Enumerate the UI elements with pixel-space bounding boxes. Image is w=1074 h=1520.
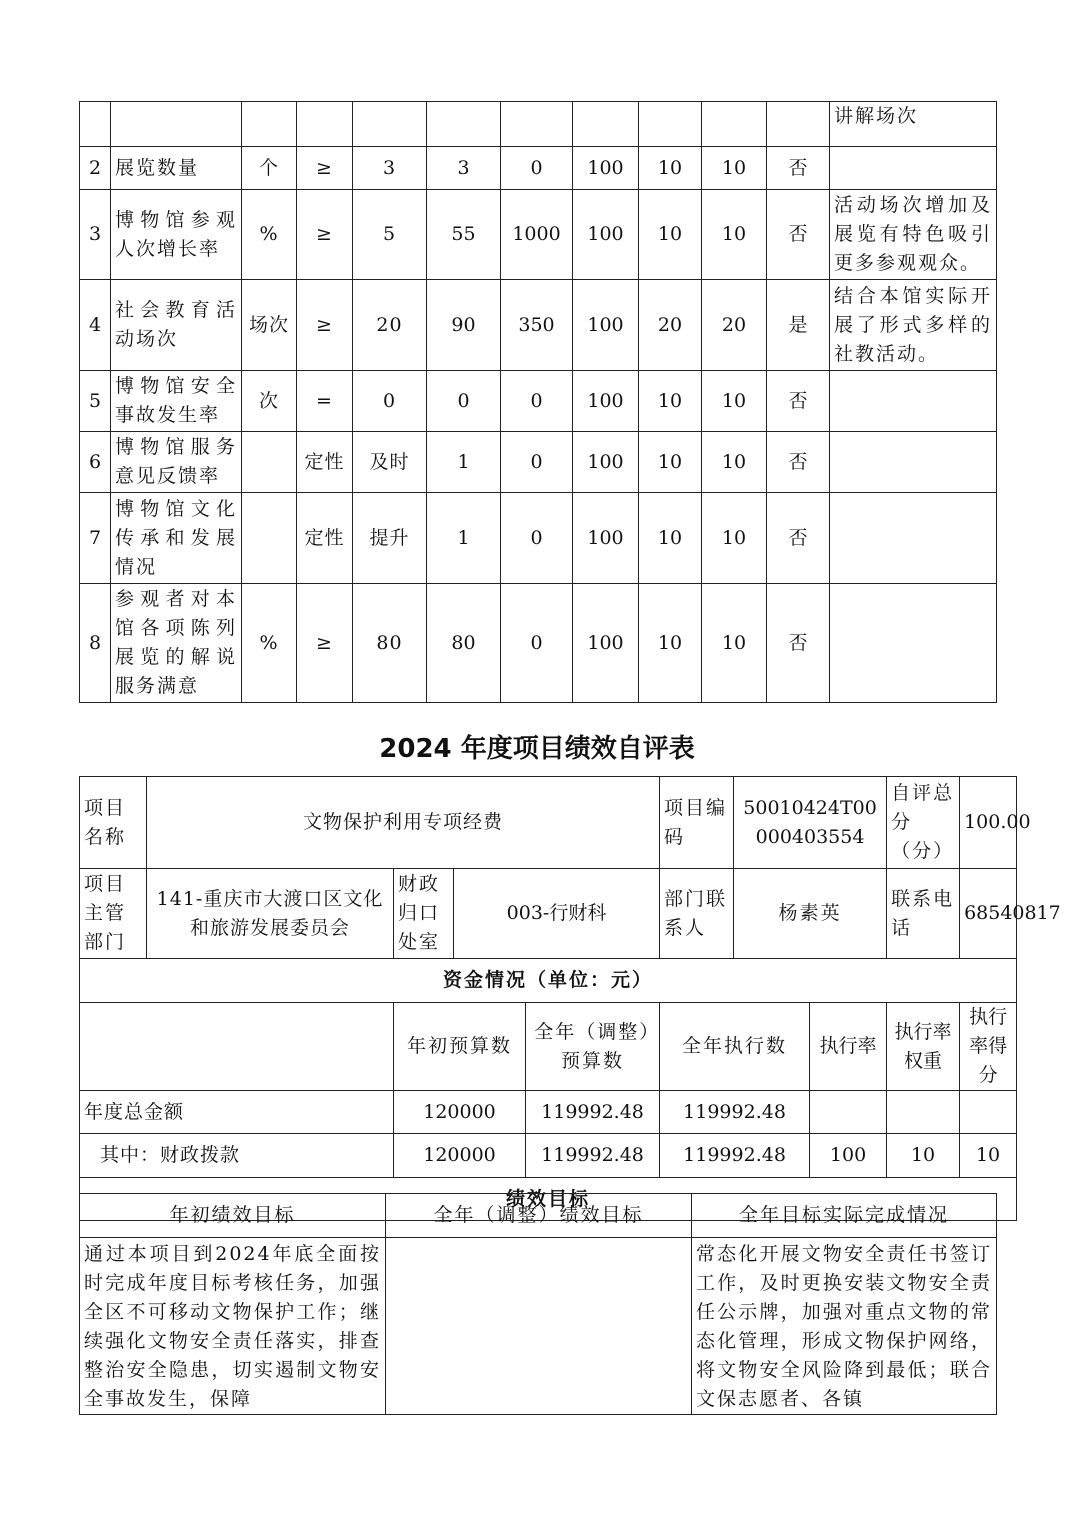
table-row: [80, 584, 997, 703]
cell-no: 5: [80, 371, 111, 432]
cell-weight: 10: [639, 147, 702, 190]
cell-unit: [242, 432, 297, 493]
cell-target: 及时: [353, 432, 427, 493]
table-row: [80, 280, 997, 371]
page-title: 2024 年度项目绩效自评表: [379, 734, 695, 764]
cell-rate: 0: [501, 432, 573, 493]
cell-op: =: [297, 371, 353, 432]
cell-target: [353, 102, 427, 147]
cell-target: 80: [353, 584, 427, 703]
goal-adjusted: [386, 1238, 692, 1415]
cell-flag: 否: [767, 371, 830, 432]
cell-rate: 350: [501, 280, 573, 371]
cell-unit: [242, 102, 297, 147]
col-budget: 年初预算数: [394, 1003, 526, 1091]
cell-flag: 否: [767, 147, 830, 190]
cell-unit: %: [242, 190, 297, 280]
cell-score: 10: [702, 371, 767, 432]
goals-col-initial: 年初绩效目标: [80, 1194, 386, 1238]
cell-name: 博物馆文化传承和发展情况: [111, 493, 242, 584]
cell-weight: [639, 102, 702, 147]
funds-row-total: 年度总金额 120000 119992.48 119992.48: [80, 1091, 1017, 1134]
score-label: 自评总分（分）: [887, 777, 960, 869]
cell-rate: 0: [501, 147, 573, 190]
contact-value: 杨素英: [734, 869, 887, 959]
cell-unit: [242, 493, 297, 584]
cell-name: 博物馆参观人次增长率: [111, 190, 242, 280]
cell-no: 2: [80, 147, 111, 190]
col-executed: 全年执行数: [660, 1003, 810, 1091]
cell-op: ≥: [297, 147, 353, 190]
table-row: [80, 493, 997, 584]
cell-score: 10: [702, 432, 767, 493]
cell-weight: 10: [639, 493, 702, 584]
cell-weight: 10: [639, 584, 702, 703]
cell-limit: 100: [573, 584, 639, 703]
cell-note: 讲解场次: [830, 102, 997, 147]
cell-op: 定性: [297, 493, 353, 584]
funds-row-fiscal: 其中：财政拨款 120000 119992.48 119992.48 100 10 10: [80, 1134, 1017, 1178]
cell-target: 0: [353, 371, 427, 432]
cell-note: [830, 584, 997, 703]
cell-note: [830, 493, 997, 584]
project-code-label: 项目编码: [660, 777, 734, 869]
cell-limit: 100: [573, 371, 639, 432]
phone-value: 68540817: [960, 869, 1017, 959]
cell-score: 10: [702, 493, 767, 584]
cell-op: [297, 102, 353, 147]
cell-rate: 0: [501, 493, 573, 584]
goal-initial: 通过本项目到2024年底全面按时完成年度目标考核任务，加强全区不可移动文物保护工作；继续强化文物安全责任落实，排查整治安全隐患，切实遏制文物安全事故发生，保障: [80, 1238, 386, 1415]
cell-score: 20: [702, 280, 767, 371]
table-row: [80, 432, 997, 493]
cell-weight: 10: [639, 190, 702, 280]
cell-actual: [427, 102, 501, 147]
cell-score: [702, 102, 767, 147]
cell-limit: 100: [573, 147, 639, 190]
cell-limit: [573, 102, 639, 147]
cell-weight: 10: [639, 371, 702, 432]
cell-limit: 100: [573, 432, 639, 493]
phone-label: 联系电话: [887, 869, 960, 959]
office-label: 财政归口处室: [394, 869, 454, 959]
dept-info-row: [80, 869, 1017, 959]
cell-no: 4: [80, 280, 111, 371]
cell-actual: 55: [427, 190, 501, 280]
cell-name: [111, 102, 242, 147]
goals-col-adjusted: 全年（调整）绩效目标: [386, 1194, 692, 1238]
cell-limit: 100: [573, 493, 639, 584]
cell-limit: 100: [573, 190, 639, 280]
cell-unit: 个: [242, 147, 297, 190]
project-info-row: [80, 777, 1017, 869]
funds-col-header-row: [80, 1003, 1017, 1091]
cell-flag: 否: [767, 584, 830, 703]
cell-unit: 场次: [242, 280, 297, 371]
goal-actual: 常态化开展文物安全责任书签订工作，及时更换安装文物安全责任公示牌，加强对重点文物的常态化管理，形成文物保护网络，将文物安全风险降到最低；联合文保志愿者、各镇: [692, 1238, 997, 1415]
funds-header: 资金情况（单位：元）: [80, 959, 1017, 1003]
cell-flag: 否: [767, 190, 830, 280]
col-rate: 执行率: [810, 1003, 887, 1091]
cell-note: [830, 371, 997, 432]
goals-col-actual: 全年目标实际完成情况: [692, 1194, 997, 1238]
cell-actual: 90: [427, 280, 501, 371]
indicator-table: [79, 101, 997, 703]
cell-actual: 3: [427, 147, 501, 190]
goals-content-row: [80, 1238, 997, 1415]
cell-limit: 100: [573, 280, 639, 371]
dept-label: 项目主管部门: [80, 869, 147, 959]
cell-target: 5: [353, 190, 427, 280]
cell-actual: 80: [427, 584, 501, 703]
cell-actual: 1: [427, 493, 501, 584]
col-adjusted: 全年（调整）预算数: [526, 1003, 660, 1091]
project-name-label: 项目名称: [80, 777, 147, 869]
cell-op: 定性: [297, 432, 353, 493]
cell-op: ≥: [297, 584, 353, 703]
cell-flag: [767, 102, 830, 147]
cell-no: 3: [80, 190, 111, 280]
cell-note: 活动场次增加及展览有特色吸引更多参观观众。: [830, 190, 997, 280]
cell-score: 10: [702, 190, 767, 280]
table-row: [80, 102, 997, 147]
cell-no: 7: [80, 493, 111, 584]
cell-target: 3: [353, 147, 427, 190]
cell-rate: 0: [501, 371, 573, 432]
cell-rate: 0: [501, 584, 573, 703]
office-value: 003-行财科: [454, 869, 660, 959]
table-row: [80, 147, 997, 190]
cell-rate: 1000: [501, 190, 573, 280]
cell-flag: 否: [767, 432, 830, 493]
cell-name: 博物馆服务意见反馈率: [111, 432, 242, 493]
cell-note: 结合本馆实际开展了形式多样的社教活动。: [830, 280, 997, 371]
cell-flag: 否: [767, 493, 830, 584]
cell-note: [830, 147, 997, 190]
cell-name: 社会教育活动场次: [111, 280, 242, 371]
cell-no: [80, 102, 111, 147]
cell-no: 8: [80, 584, 111, 703]
goals-col-header-row: [80, 1194, 997, 1238]
cell-no: 6: [80, 432, 111, 493]
table-row: [80, 371, 997, 432]
cell-target: 20: [353, 280, 427, 371]
cell-note: [830, 432, 997, 493]
cell-weight: 10: [639, 432, 702, 493]
cell-name: 博物馆安全事故发生率: [111, 371, 242, 432]
cell-name: 参观者对本馆各项陈列展览的解说服务满意: [111, 584, 242, 703]
cell-score: 10: [702, 147, 767, 190]
cell-score: 10: [702, 584, 767, 703]
cell-unit: %: [242, 584, 297, 703]
cell-rate: [501, 102, 573, 147]
col-score: 执行率得分: [960, 1003, 1017, 1091]
cell-target: 提升: [353, 493, 427, 584]
cell-flag: 是: [767, 280, 830, 371]
col-weight: 执行率权重: [887, 1003, 960, 1091]
cell-actual: 1: [427, 432, 501, 493]
dept-value: 141-重庆市大渡口区文化和旅游发展委员会: [147, 869, 394, 959]
cell-unit: 次: [242, 371, 297, 432]
project-name: 文物保护利用专项经费: [147, 777, 660, 869]
score-value: 100.00: [960, 777, 1017, 869]
project-code: 50010424T00000403554: [734, 777, 887, 869]
table-row: [80, 190, 997, 280]
eval-table: [79, 776, 1061, 1221]
cell-op: ≥: [297, 280, 353, 371]
cell-name: 展览数量: [111, 147, 242, 190]
goals-table: [79, 1193, 997, 1415]
cell-op: ≥: [297, 190, 353, 280]
goals-header: 绩效目标: [80, 1178, 1017, 1221]
contact-label: 部门联系人: [660, 869, 734, 959]
cell-weight: 20: [639, 280, 702, 371]
cell-actual: 0: [427, 371, 501, 432]
